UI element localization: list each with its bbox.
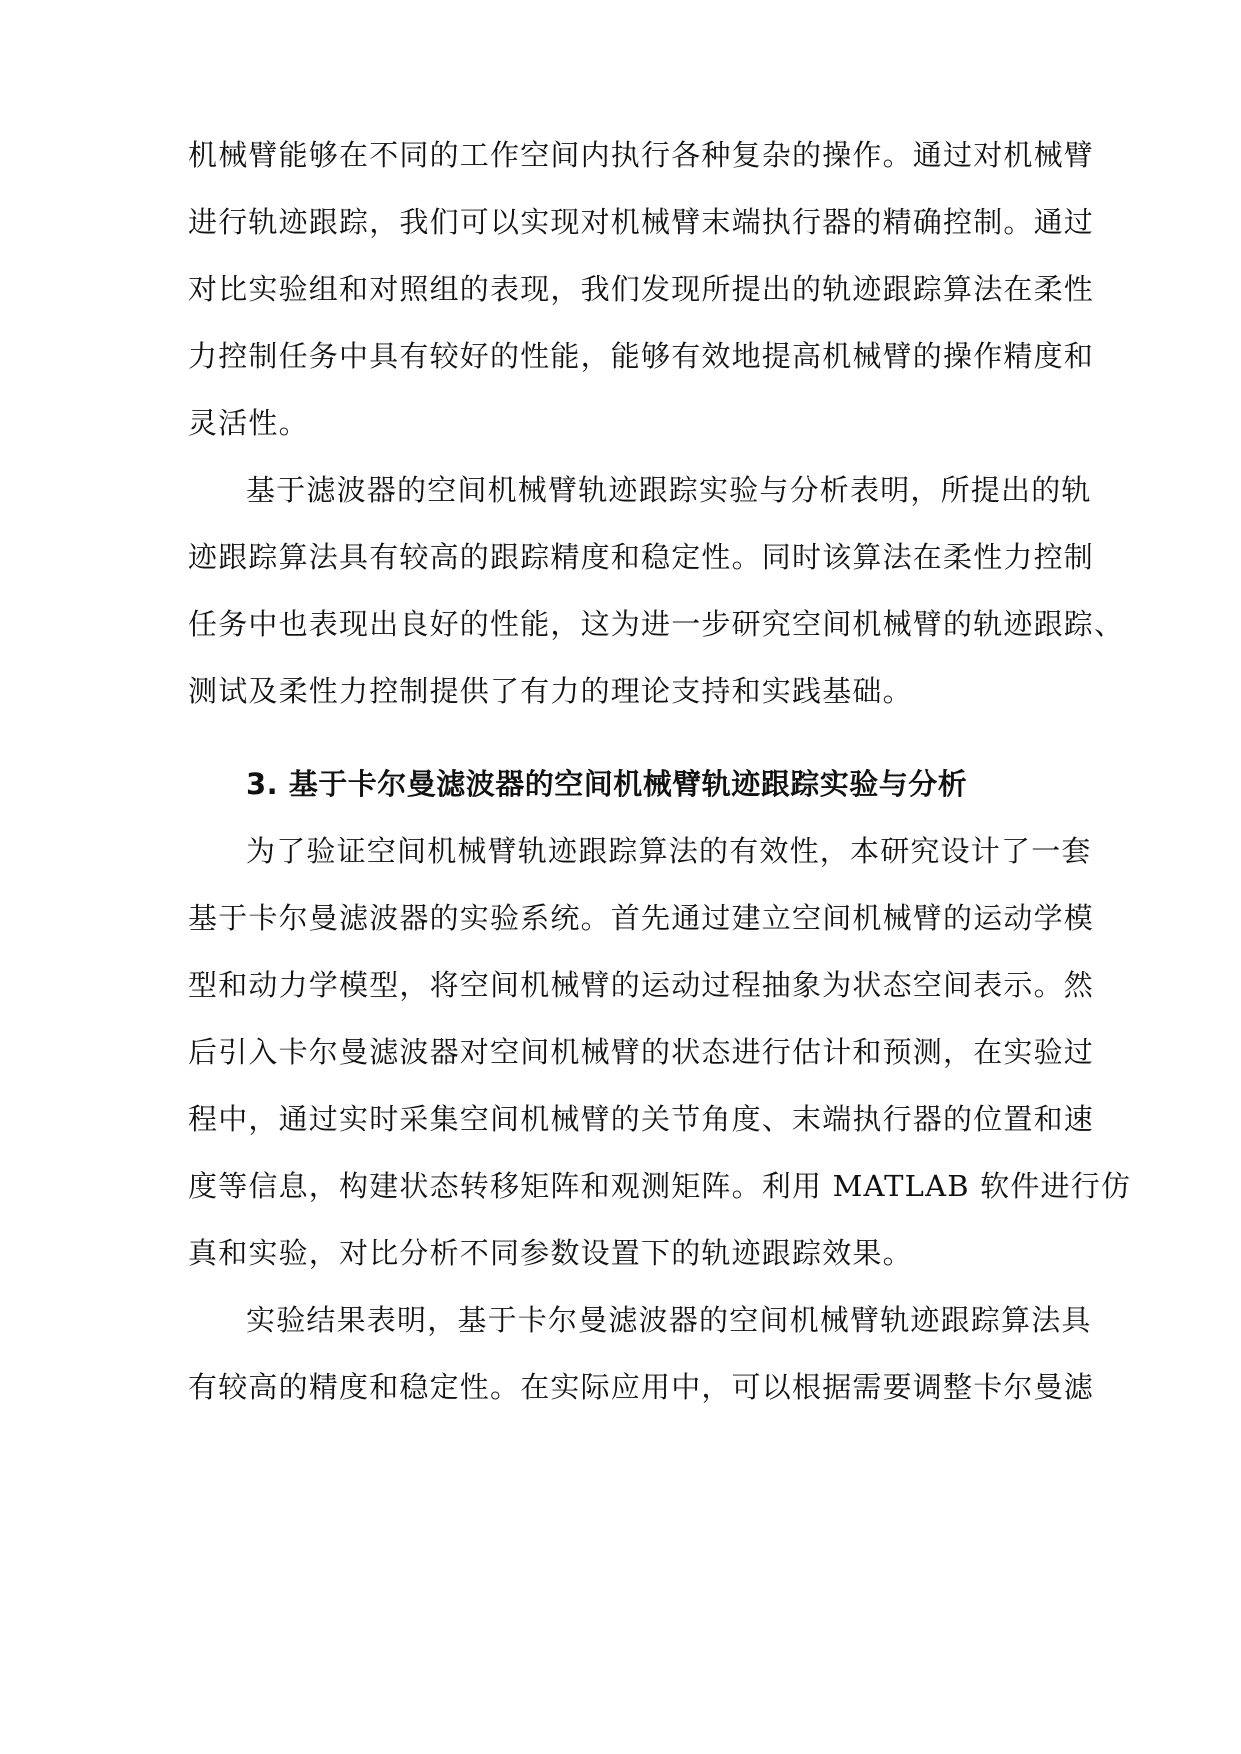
text-line: 基于卡尔曼滤波器的实验系统。首先通过建立空间机械臂的运动学模: [188, 901, 1095, 935]
text-line: 度等信息，构建状态转移矩阵和观测矩阵。利用 MATLAB 软件进行仿: [188, 1169, 1132, 1203]
text-line: 任务中也表现出良好的性能，这为进一步研究空间机械臂的轨迹跟踪、: [188, 607, 1125, 641]
text-line: 灵活性。: [188, 406, 309, 440]
text-line: 测试及柔性力控制提供了有力的理论支持和实践基础。: [188, 674, 913, 708]
text-line: 实验结果表明，基于卡尔曼滤波器的空间机械臂轨迹跟踪算法具: [246, 1303, 1092, 1337]
text-line: 迹跟踪算法具有较高的跟踪精度和稳定性。同时该算法在柔性力控制: [188, 540, 1095, 574]
text-line: 为了验证空间机械臂轨迹跟踪算法的有效性，本研究设计了一套: [246, 834, 1092, 868]
text-line: 对比实验组和对照组的表现，我们发现所提出的轨迹跟踪算法在柔性: [188, 272, 1095, 306]
text-line: 真和实验，对比分析不同参数设置下的轨迹跟踪效果。: [188, 1236, 913, 1270]
text-line: 力控制任务中具有较好的性能，能够有效地提高机械臂的操作精度和: [188, 339, 1095, 373]
text-line: 进行轨迹跟踪，我们可以实现对机械臂末端执行器的精确控制。通过: [188, 205, 1095, 239]
text-line: 型和动力学模型，将空间机械臂的运动过程抽象为状态空间表示。然: [188, 968, 1095, 1002]
text-line: 机械臂能够在不同的工作空间内执行各种复杂的操作。通过对机械臂: [188, 138, 1095, 172]
text-line: 程中，通过实时采集空间机械臂的关节角度、末端执行器的位置和速: [188, 1102, 1095, 1136]
section-heading: 3. 基于卡尔曼滤波器的空间机械臂轨迹跟踪实验与分析: [246, 767, 968, 801]
text-line: 后引入卡尔曼滤波器对空间机械臂的状态进行估计和预测，在实验过: [188, 1035, 1095, 1069]
text-line: 有较高的精度和稳定性。在实际应用中，可以根据需要调整卡尔曼滤: [188, 1370, 1095, 1404]
text-line: 基于滤波器的空间机械臂轨迹跟踪实验与分析表明，所提出的轨: [246, 473, 1092, 507]
